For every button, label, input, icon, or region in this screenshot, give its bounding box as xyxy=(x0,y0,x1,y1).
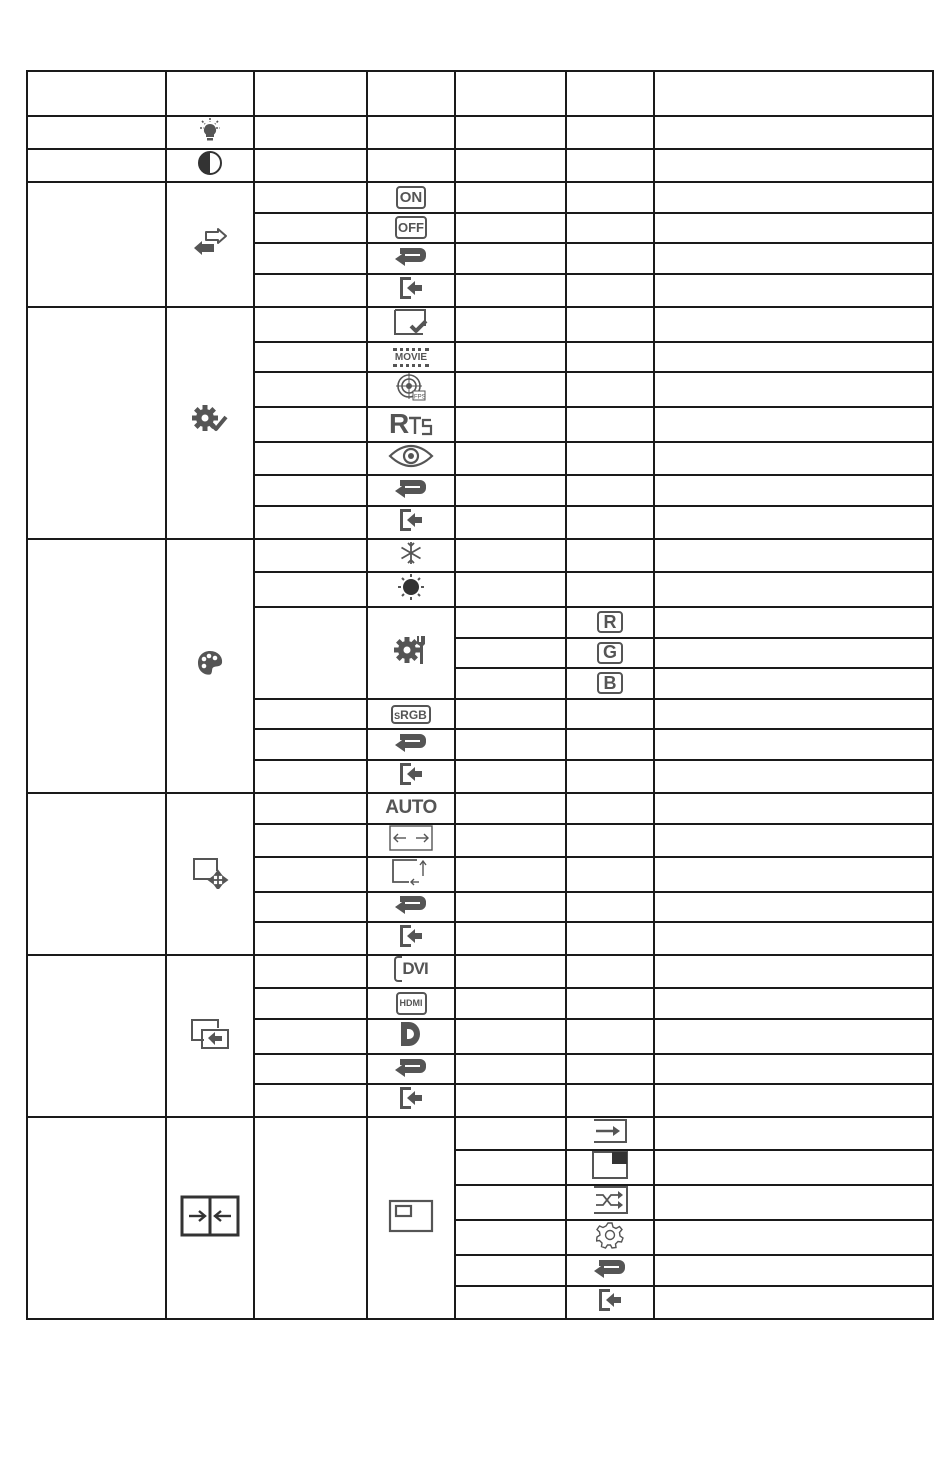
table-cell xyxy=(455,506,566,539)
table-cell xyxy=(566,1255,654,1286)
table-cell xyxy=(566,307,654,342)
table-cell xyxy=(254,699,367,730)
table-cell xyxy=(254,729,367,760)
table-cell xyxy=(654,116,933,149)
table-cell xyxy=(455,116,566,149)
table-cell xyxy=(254,988,367,1019)
table-cell xyxy=(27,1117,166,1319)
dvi-label: DVI xyxy=(402,959,428,979)
table-cell xyxy=(566,407,654,442)
table-cell xyxy=(367,342,455,373)
table-cell xyxy=(254,539,367,572)
table-cell xyxy=(455,857,566,892)
table-cell xyxy=(455,442,566,475)
table-cell xyxy=(566,922,654,955)
table-cell xyxy=(566,475,654,506)
table-cell xyxy=(367,506,455,539)
table-cell xyxy=(455,1286,566,1319)
table-cell xyxy=(566,149,654,182)
table-cell xyxy=(654,274,933,307)
table-cell xyxy=(654,1054,933,1085)
blue-channel-icon: B xyxy=(597,672,623,694)
exit-icon xyxy=(597,1287,623,1313)
table-cell xyxy=(654,213,933,244)
table-cell xyxy=(254,760,367,793)
table-cell xyxy=(566,243,654,274)
svg-text:FPS: FPS xyxy=(414,394,426,401)
header-row xyxy=(27,71,933,116)
source-arrow-icon xyxy=(592,1118,628,1144)
table-cell xyxy=(566,182,654,213)
table-cell xyxy=(254,475,367,506)
table-cell xyxy=(455,699,566,730)
table-cell xyxy=(367,182,455,213)
table-cell xyxy=(367,1117,455,1319)
table-cell xyxy=(254,442,367,475)
table-cell xyxy=(254,1019,367,1054)
table-cell xyxy=(455,955,566,988)
header-cell xyxy=(27,71,166,116)
svg-text:R: R xyxy=(389,408,410,437)
table-cell xyxy=(566,824,654,857)
table-row xyxy=(27,116,933,149)
table-cell xyxy=(654,539,933,572)
table-cell xyxy=(367,442,455,475)
table-cell xyxy=(455,793,566,824)
table-cell xyxy=(654,760,933,793)
table-cell xyxy=(254,372,367,407)
table-cell xyxy=(367,539,455,572)
table-cell xyxy=(654,149,933,182)
table-cell xyxy=(566,213,654,244)
table-cell xyxy=(367,892,455,923)
return-arrow-icon xyxy=(593,1257,627,1279)
table-cell xyxy=(566,988,654,1019)
table-cell xyxy=(455,1220,566,1255)
vertical-position-icon xyxy=(391,858,431,886)
settings-gear-icon xyxy=(596,1221,624,1249)
table-cell xyxy=(455,274,566,307)
table-cell xyxy=(367,857,455,892)
hdmi-icon: HDMI xyxy=(396,992,427,1015)
return-arrow-icon xyxy=(394,731,428,753)
table-cell xyxy=(254,1054,367,1085)
table-cell xyxy=(367,988,455,1019)
header-cell xyxy=(166,71,254,116)
table-cell xyxy=(367,116,455,149)
table-cell xyxy=(367,793,455,824)
rts-icon xyxy=(389,408,433,436)
table-cell xyxy=(654,638,933,669)
table-cell xyxy=(367,213,455,244)
table-cell xyxy=(654,1084,933,1117)
table-cell xyxy=(367,372,455,407)
table-cell xyxy=(654,892,933,923)
corner-position-icon xyxy=(592,1151,628,1179)
swap-arrows-icon xyxy=(192,228,228,256)
header-cell xyxy=(654,71,933,116)
table-cell xyxy=(455,475,566,506)
table-cell xyxy=(654,922,933,955)
brightness-bulb-icon xyxy=(197,117,223,143)
srgb-s-label: S xyxy=(394,710,401,721)
image-position-icon xyxy=(191,855,229,889)
table-cell xyxy=(566,342,654,373)
table-cell xyxy=(654,182,933,213)
header-cell xyxy=(455,71,566,116)
table-cell xyxy=(654,475,933,506)
table-cell xyxy=(455,1255,566,1286)
table-row xyxy=(27,1117,933,1150)
table-cell xyxy=(166,182,254,307)
table-cell xyxy=(367,760,455,793)
srgb-icon xyxy=(391,705,431,724)
dvi-icon xyxy=(394,956,427,982)
table-cell xyxy=(254,607,367,699)
table-cell xyxy=(455,760,566,793)
return-arrow-icon xyxy=(394,893,428,915)
warm-sun-icon xyxy=(397,573,425,601)
table-cell xyxy=(455,149,566,182)
table-cell xyxy=(254,857,367,892)
table-cell xyxy=(455,668,566,699)
table-cell xyxy=(455,1084,566,1117)
table-cell xyxy=(654,955,933,988)
exit-icon xyxy=(398,1085,424,1111)
table-row xyxy=(27,182,933,213)
monitor-check-icon xyxy=(393,308,429,336)
exit-icon xyxy=(398,923,424,949)
table-cell xyxy=(455,1019,566,1054)
horizontal-arrows-icon xyxy=(389,825,433,851)
input-source-icon xyxy=(190,1018,230,1050)
table-cell xyxy=(566,506,654,539)
table-cell xyxy=(654,824,933,857)
table-cell xyxy=(654,1117,933,1150)
table-cell xyxy=(654,1220,933,1255)
return-arrow-icon xyxy=(394,1056,428,1078)
table-row xyxy=(27,539,933,572)
table-cell xyxy=(654,607,933,638)
table-cell xyxy=(166,149,254,182)
table-cell xyxy=(654,857,933,892)
table-cell xyxy=(566,116,654,149)
table-cell xyxy=(254,824,367,857)
table-cell xyxy=(566,1054,654,1085)
table-cell xyxy=(455,922,566,955)
table-cell xyxy=(455,1185,566,1220)
table-cell xyxy=(654,1150,933,1185)
table-cell xyxy=(455,572,566,607)
table-cell xyxy=(166,116,254,149)
table-cell xyxy=(566,1117,654,1150)
pip-window-icon xyxy=(388,1199,434,1233)
table-cell xyxy=(367,572,455,607)
table-cell xyxy=(455,729,566,760)
table-cell xyxy=(367,824,455,857)
table-cell xyxy=(566,1019,654,1054)
table-cell xyxy=(367,475,455,506)
table-cell xyxy=(455,1117,566,1150)
table-cell xyxy=(254,307,367,342)
table-cell xyxy=(455,539,566,572)
table-cell xyxy=(654,1286,933,1319)
osd-menu-table xyxy=(26,70,934,1320)
target-fps-icon xyxy=(396,373,426,401)
table-cell xyxy=(654,407,933,442)
off-icon: OFF xyxy=(395,216,427,239)
table-cell xyxy=(566,668,654,699)
table-cell xyxy=(455,824,566,857)
table-cell xyxy=(166,793,254,955)
table-cell xyxy=(254,149,367,182)
pip-split-icon xyxy=(180,1195,240,1237)
table-cell xyxy=(566,793,654,824)
table-cell xyxy=(566,572,654,607)
on-icon: ON xyxy=(396,186,427,209)
table-cell xyxy=(654,1185,933,1220)
table-cell xyxy=(166,307,254,539)
header-cell xyxy=(367,71,455,116)
table-cell xyxy=(455,607,566,638)
table-cell xyxy=(455,243,566,274)
table-cell xyxy=(367,699,455,730)
table-cell xyxy=(654,793,933,824)
table-cell xyxy=(654,988,933,1019)
table-cell xyxy=(367,729,455,760)
table-cell xyxy=(654,506,933,539)
table-cell xyxy=(566,892,654,923)
table-cell xyxy=(367,955,455,988)
table-cell xyxy=(166,539,254,793)
table-cell xyxy=(367,274,455,307)
table-cell xyxy=(254,572,367,607)
table-cell xyxy=(566,372,654,407)
table-cell xyxy=(566,1185,654,1220)
table-cell xyxy=(367,922,455,955)
table-cell xyxy=(654,342,933,373)
table-cell xyxy=(27,182,166,307)
table-cell xyxy=(166,1117,254,1319)
table-cell xyxy=(254,116,367,149)
table-cell xyxy=(654,243,933,274)
table-cell xyxy=(566,442,654,475)
table-cell xyxy=(254,1117,367,1319)
table-cell xyxy=(566,1084,654,1117)
table-cell xyxy=(254,793,367,824)
table-cell xyxy=(254,1084,367,1117)
table-cell xyxy=(455,307,566,342)
eye-icon xyxy=(388,443,434,469)
table-cell xyxy=(367,307,455,342)
table-cell xyxy=(654,307,933,342)
table-cell xyxy=(566,638,654,669)
snowflake-icon xyxy=(398,540,424,566)
red-channel-icon: R xyxy=(597,611,623,633)
table-cell xyxy=(27,955,166,1117)
table-cell xyxy=(566,857,654,892)
table-cell xyxy=(654,572,933,607)
table-cell xyxy=(455,988,566,1019)
table-cell xyxy=(654,699,933,730)
table-cell xyxy=(566,539,654,572)
table-cell xyxy=(566,1150,654,1185)
table-cell xyxy=(254,342,367,373)
gear-check-icon xyxy=(191,404,229,436)
table-row xyxy=(27,149,933,182)
table-cell xyxy=(367,1084,455,1117)
table-cell xyxy=(254,922,367,955)
table-cell xyxy=(455,213,566,244)
table-cell xyxy=(455,1150,566,1185)
table-cell xyxy=(455,407,566,442)
table-cell xyxy=(367,243,455,274)
swap-shuffle-icon xyxy=(592,1186,628,1214)
table-cell xyxy=(27,149,166,182)
srgb-label: RGB xyxy=(400,707,427,722)
exit-icon xyxy=(398,275,424,301)
table-cell xyxy=(254,892,367,923)
green-channel-icon: G xyxy=(597,642,623,664)
table-cell xyxy=(654,1255,933,1286)
table-cell xyxy=(566,607,654,638)
table-cell xyxy=(654,729,933,760)
table-cell xyxy=(367,607,455,699)
table-cell xyxy=(455,638,566,669)
table-cell xyxy=(455,342,566,373)
header-cell xyxy=(254,71,367,116)
table-cell xyxy=(254,955,367,988)
table-cell xyxy=(654,372,933,407)
exit-icon xyxy=(398,507,424,533)
movie-icon: MOVIE xyxy=(393,348,429,367)
table-cell xyxy=(566,729,654,760)
table-cell xyxy=(254,407,367,442)
contrast-icon xyxy=(197,150,223,176)
palette-icon xyxy=(196,649,224,677)
table-row xyxy=(27,307,933,342)
table-cell xyxy=(27,793,166,955)
table-cell xyxy=(254,182,367,213)
table-cell xyxy=(254,274,367,307)
table-cell xyxy=(566,699,654,730)
table-cell xyxy=(27,307,166,539)
exit-icon xyxy=(398,761,424,787)
header-cell xyxy=(566,71,654,116)
table-cell xyxy=(566,1220,654,1255)
gear-wrench-icon xyxy=(393,634,429,666)
table-cell xyxy=(455,372,566,407)
table-cell xyxy=(166,955,254,1117)
auto-icon: AUTO xyxy=(385,797,437,819)
table-cell xyxy=(566,274,654,307)
table-cell xyxy=(566,1286,654,1319)
table-cell xyxy=(254,243,367,274)
table-cell xyxy=(367,149,455,182)
table-cell xyxy=(654,442,933,475)
displayport-icon xyxy=(399,1020,423,1048)
table-row xyxy=(27,955,933,988)
table-row xyxy=(27,793,933,824)
return-arrow-icon xyxy=(394,477,428,499)
table-cell xyxy=(566,955,654,988)
table-cell xyxy=(654,668,933,699)
table-cell xyxy=(455,182,566,213)
table-cell xyxy=(455,1054,566,1085)
table-cell xyxy=(566,760,654,793)
table-cell xyxy=(654,1019,933,1054)
table-cell xyxy=(254,506,367,539)
table-cell xyxy=(367,1019,455,1054)
table-cell xyxy=(367,407,455,442)
table-cell xyxy=(27,116,166,149)
return-arrow-icon xyxy=(394,245,428,267)
table-cell xyxy=(254,213,367,244)
table-cell xyxy=(367,1054,455,1085)
table-cell xyxy=(455,892,566,923)
table-cell xyxy=(27,539,166,793)
